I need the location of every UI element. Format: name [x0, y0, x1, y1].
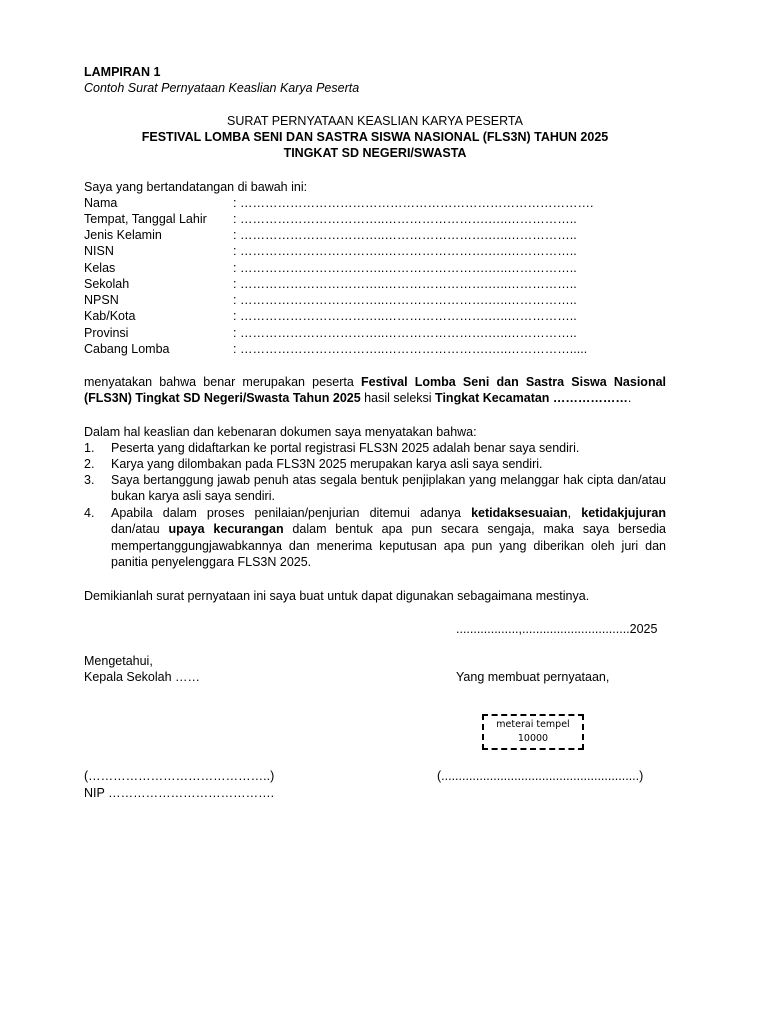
declaration-selection-level: Tingkat Kecamatan ……………… [435, 391, 628, 406]
point-text [111, 505, 666, 570]
lampiran-label: LAMPIRAN 1 [84, 65, 161, 79]
field-label: Nama [84, 196, 118, 210]
intro-text: Saya yang bertandatangan di bawah ini: [84, 180, 308, 194]
statement-maker-label: Yang membuat pernyataan, [456, 670, 610, 684]
nip-line: NIP …………………………………. [84, 786, 275, 800]
statement-intro: Dalam hal keaslian dan kebenaran dokumen saya menyatakan bahwa: [84, 425, 477, 439]
headmaster-name-blank: (……………………………………..) [84, 769, 275, 783]
field-label: Provinsi [84, 326, 129, 340]
declaration-text: . [627, 391, 632, 406]
point-text-part: dan/atau [111, 522, 169, 537]
declaration-festival-name: Festival Lomba Seni dan Sastra Siswa Nasional (FLS3N) Tingkat SD Negeri/Swasta Tahun 2025 [84, 375, 666, 406]
field-label: Sekolah [84, 277, 130, 291]
point-number: 4. [84, 506, 95, 520]
field-label: Tempat, Tanggal Lahir [84, 212, 207, 226]
stamp-value: 10000 [517, 733, 549, 744]
lampiran-subtitle: Contoh Surat Pernyataan Keaslian Karya Peserta [84, 81, 360, 95]
field-blank: : …………………………………………………………………………. [233, 196, 594, 210]
mengetahui-label: Mengetahui, [84, 654, 153, 668]
title-line-1: SURAT PERNYATAAN KEASLIAN KARYA PESERTA [227, 114, 523, 128]
point-text-part: Apabila dalam proses penilaian/penjurian ditemui adanya [111, 506, 472, 520]
point-number: 2. [84, 457, 95, 471]
field-label: Cabang Lomba [84, 342, 170, 356]
meterai-stamp-box [482, 714, 584, 750]
kepala-sekolah-label: Kepala Sekolah …… [84, 670, 201, 684]
field-label: NISN [84, 244, 114, 258]
point-emphasis: ketidakjujuran [581, 506, 666, 520]
stamp-text: meterai tempel [496, 719, 570, 730]
field-label: NPSN [84, 293, 119, 307]
closing-statement: Demikianlah surat pernyataan ini saya buat untuk dapat digunakan sebagaimana mestinya. [84, 589, 590, 603]
declaration-paragraph [84, 374, 666, 407]
field-blank: : ……………………………..…………………….…..……………..... [233, 342, 588, 356]
date-line: ..................,...............................2025 [456, 622, 658, 636]
field-blank: : ……………………………..…………………….…..…………….. [233, 277, 577, 291]
point-text: Saya bertanggung jawab penuh atas segala bentuk penjiplakan yang melanggar hak cipta dan/atau bukan karya asli saya sendiri. [111, 473, 666, 504]
field-label: Kab/Kota [84, 309, 136, 323]
field-blank: : ……………………………..…………………….…..…………….. [233, 293, 577, 307]
point-emphasis: ketidaksesuaian [471, 506, 568, 520]
declaration-text: hasil seleksi [360, 391, 436, 406]
declaration-text: menyatakan bahwa benar merupakan peserta [84, 375, 362, 389]
field-blank: : ……………………………..…………………….…..…………….. [233, 309, 577, 323]
title-line-3: TINGKAT SD NEGERI/SWASTA [283, 146, 467, 160]
field-label: Kelas [84, 261, 116, 275]
point-text-part: , [567, 506, 582, 520]
point-number: 3. [84, 473, 95, 487]
field-blank: : ……………………………..…………………….…..…………….. [233, 261, 577, 275]
field-blank: : ……………………………..…………………….…..…………….. [233, 244, 577, 258]
participant-name-blank: (.........................................................) [437, 769, 644, 783]
field-blank: : ……………………………..…………………….…..…………….. [233, 326, 577, 340]
point-text-part: dalam bentuk apa pun secara sengaja, maka saya bersedia mempertanggungjawabkannya dan menerima keputusan apa pun yang diberikan oleh juri dan panitia penyelenggara FLS3N 2025. [111, 522, 666, 569]
point-text: Karya yang dilombakan pada FLS3N 2025 merupakan karya asli saya sendiri. [111, 457, 543, 471]
field-label: Jenis Kelamin [84, 228, 162, 242]
field-blank: : ……………………………..…………………….…..…………….. [233, 212, 577, 226]
point-text: Peserta yang didaftarkan ke portal registrasi FLS3N 2025 adalah benar saya sendiri. [111, 441, 580, 455]
point-emphasis: upaya kecurangan [168, 522, 284, 537]
field-blank: : ……………………………..…………………….…..…………….. [233, 228, 577, 242]
title-line-2: FESTIVAL LOMBA SENI DAN SASTRA SISWA NASIONAL (FLS3N) TAHUN 2025 [141, 130, 609, 144]
point-number: 1. [84, 441, 95, 455]
